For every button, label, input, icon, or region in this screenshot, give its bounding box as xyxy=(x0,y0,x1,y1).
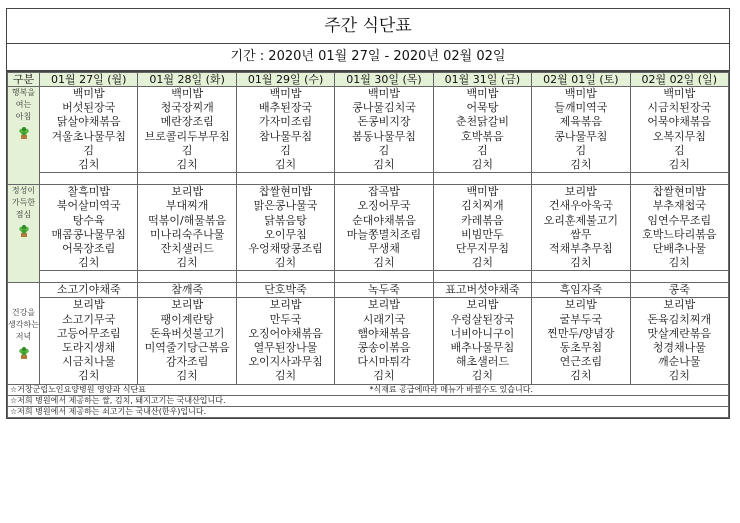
menu-item: 동초무침 xyxy=(559,341,603,355)
day-header: 02월 01일 (토) xyxy=(532,73,630,87)
menu-item: 춘천닭갈비 xyxy=(455,115,509,129)
meal-label-line: 생각하는 xyxy=(8,319,39,329)
menu-item: 탕수육 xyxy=(72,213,105,227)
menu-item: 김치 xyxy=(471,256,494,270)
meal-label-line: 아침 xyxy=(15,112,32,121)
menu-item: 김 xyxy=(673,143,685,157)
meal-label-line: 저녁 xyxy=(15,331,32,341)
menu-item: 백미밥 xyxy=(269,87,302,100)
meal-label-line: 행복을 xyxy=(11,88,36,97)
day-header: 01월 31일 (금) xyxy=(433,73,531,87)
menu-item: 가자미조림 xyxy=(258,115,313,129)
menu-item: 김치 xyxy=(373,157,395,171)
menu-cell xyxy=(335,185,433,271)
porridge-cell: 참깨죽 xyxy=(138,283,236,298)
menu-item: 배추된장국 xyxy=(258,101,313,115)
meal-row xyxy=(8,298,729,384)
menu-item: 김치 xyxy=(176,369,198,383)
menu-item: 맑은콩나물국 xyxy=(253,199,318,213)
menu-item: 오징어무국 xyxy=(357,199,411,213)
menu-cell xyxy=(138,87,236,173)
menu-cell xyxy=(138,185,236,271)
menu-item: 김치 xyxy=(570,256,592,270)
menu-cell xyxy=(532,87,630,173)
spacer-cell xyxy=(138,271,236,283)
menu-item: 임연수무조림 xyxy=(647,213,712,227)
menu-item: 닭살야채볶음 xyxy=(56,115,121,129)
menu-cell xyxy=(40,185,138,271)
meal-label xyxy=(8,87,40,185)
menu-item: 김치 xyxy=(570,369,592,383)
note-text: ☆저희 병원에서 제공하는 쇠고기는 국내산(한우)입니다. xyxy=(10,406,207,416)
menu-item: 콩나물무침 xyxy=(554,129,608,143)
note-cell xyxy=(8,406,729,417)
menu-item: 김치 xyxy=(78,157,100,171)
menu-cell xyxy=(630,185,728,271)
spacer-cell xyxy=(630,271,728,283)
note-row xyxy=(8,395,729,406)
menu-item: 브로콜리두부무침 xyxy=(144,129,230,143)
menu-cell xyxy=(40,87,138,173)
menu-item: 오징어야채볶음 xyxy=(248,326,323,340)
porridge-cell: 녹두죽 xyxy=(335,283,433,298)
menu-item: 김치 xyxy=(274,369,297,383)
menu-item: 굴부두국 xyxy=(559,312,603,326)
menu-item: 겨울초나물무침 xyxy=(51,129,126,143)
menu-item: 백미밥 xyxy=(466,87,499,100)
porridge-cell: 흑임자죽 xyxy=(532,283,630,298)
meal-label-line: 정성이 xyxy=(11,186,36,196)
menu-item: 매콤콩나물무침 xyxy=(51,227,126,241)
menu-item: 미나리숙주나물 xyxy=(149,227,225,241)
menu-item: 찹쌀현미밥 xyxy=(258,185,313,199)
menu-item: 단무지무침 xyxy=(455,241,509,255)
meal-label-line: 건강을 xyxy=(11,307,36,317)
menu-cell xyxy=(236,298,334,384)
menu-item: 시금치나물 xyxy=(62,355,116,369)
spacer-row xyxy=(8,271,729,283)
plant-icon xyxy=(17,126,31,140)
period-range: 기간 : 2020년 01월 27일 - 2020년 02월 02일 xyxy=(7,44,729,72)
menu-item: 배추나물무침 xyxy=(450,341,515,355)
menu-item: 김치 xyxy=(668,256,690,270)
menu-item: 김 xyxy=(181,143,193,157)
menu-item: 시금치된장국 xyxy=(647,101,712,115)
menu-item: 어묵탕 xyxy=(466,101,499,115)
menu-item: 잔치샐러드 xyxy=(160,241,214,255)
menu-item: 연근조림 xyxy=(559,355,603,369)
porridge-cell: 단호박죽 xyxy=(236,283,334,298)
menu-item: 김치 xyxy=(78,256,100,270)
menu-item: 햄야채볶음 xyxy=(357,326,411,340)
menu-item: 보리밥 xyxy=(564,185,597,199)
menu-cell xyxy=(630,87,728,173)
menu-item: 보리밥 xyxy=(72,298,105,312)
menu-cell xyxy=(433,185,531,271)
menu-cell xyxy=(630,298,728,384)
menu-item: 부대찌개 xyxy=(165,199,209,213)
spacer-cell xyxy=(433,271,531,283)
header-row xyxy=(8,73,729,87)
spacer-cell xyxy=(40,173,138,185)
note-row xyxy=(8,384,729,395)
menu-cell xyxy=(138,298,236,384)
meal-row xyxy=(8,185,729,271)
menu-item: 청경채나물 xyxy=(652,341,706,355)
menu-item: 닭볶음탕 xyxy=(264,213,307,227)
plant-icon xyxy=(17,224,31,238)
menu-item: 찐만두/양념장 xyxy=(547,326,615,340)
menu-item: 백미밥 xyxy=(663,87,696,100)
note-text: ☆저희 병원에서 제공하는 쌀, 김치, 돼지고기는 국내산입니다. xyxy=(10,395,226,405)
menu-item: 다시마튀각 xyxy=(357,355,411,369)
menu-item: 김 xyxy=(477,143,488,157)
spacer-cell xyxy=(335,271,433,283)
menu-item: 김치 xyxy=(274,256,297,270)
menu-item: 김치 xyxy=(176,157,198,171)
menu-item: 건새우아욱국 xyxy=(548,199,613,213)
menu-item: 보리밥 xyxy=(368,298,400,312)
menu-item: 감자조림 xyxy=(165,355,209,369)
day-header: 01월 30일 (목) xyxy=(335,73,433,87)
menu-item: 김치 xyxy=(373,369,395,383)
menu-cell xyxy=(335,87,433,173)
menu-item: 오이무침 xyxy=(264,227,307,241)
menu-cell xyxy=(433,298,531,384)
menu-item: 떡볶이/해물볶음 xyxy=(148,213,227,227)
menu-item: 콩나물김치국 xyxy=(352,101,416,115)
menu-cell xyxy=(532,185,630,271)
menu-item: 순대야채볶음 xyxy=(352,213,416,227)
menu-cell xyxy=(433,87,531,173)
page-title: 주간 식단표 xyxy=(7,9,729,44)
menu-item: 맛살계란볶음 xyxy=(647,326,712,340)
day-header: 01월 28일 (화) xyxy=(138,73,236,87)
note-text: ☆거창군립노인요양병원 영양과 식단표 xyxy=(10,384,146,394)
spacer-cell xyxy=(236,271,334,283)
meal-label xyxy=(8,185,40,283)
menu-cell xyxy=(335,298,433,384)
menu-item: 너비아니구이 xyxy=(450,326,515,340)
menu-item: 찹쌀현미밥 xyxy=(652,185,706,199)
note-row xyxy=(8,406,729,417)
spacer-cell xyxy=(40,271,138,283)
menu-item: 오리훈제불고기 xyxy=(543,213,619,227)
spacer-cell xyxy=(236,173,334,185)
menu-item: 김치 xyxy=(78,369,100,383)
menu-item: 돈육김치찌개 xyxy=(647,312,712,326)
menu-item: 어묵야채볶음 xyxy=(647,115,712,129)
note-text-right: *식재료 공급에따라 메뉴가 바뀔수도 있습니다. xyxy=(369,384,533,394)
porridge-row xyxy=(8,283,729,298)
menu-item: 김치 xyxy=(668,157,690,171)
menu-item: 소고기무국 xyxy=(62,312,116,326)
menu-item: 잡곡밥 xyxy=(368,185,400,199)
menu-item: 메란장조림 xyxy=(160,115,214,129)
spacer-cell xyxy=(532,271,630,283)
meal-label-line: 점심 xyxy=(15,210,32,220)
menu-item: 들깨미역국 xyxy=(554,101,608,115)
menu-item: 김치 xyxy=(570,157,592,171)
menu-item: 쌈무 xyxy=(570,227,592,241)
menu-item: 고등어무조림 xyxy=(56,326,121,340)
menu-item: 보리밥 xyxy=(171,298,204,312)
menu-item: 깨순나물 xyxy=(658,355,701,369)
menu-cell xyxy=(236,185,334,271)
menu-item: 백미밥 xyxy=(564,87,597,100)
menu-item: 참나물무침 xyxy=(258,129,313,143)
spacer-cell xyxy=(138,173,236,185)
menu-item: 호박볶음 xyxy=(461,129,504,143)
menu-item: 우렁살된장국 xyxy=(450,312,515,326)
menu-item: 돈콩비지장 xyxy=(357,115,411,129)
menu-item: 단배추나물 xyxy=(652,241,706,255)
menu-item: 김 xyxy=(280,143,291,157)
menu-item: 미역줄기당근볶음 xyxy=(144,341,230,355)
menu-item: 우엉채땅콩조림 xyxy=(248,241,323,255)
menu-item: 시래기국 xyxy=(362,312,406,326)
menu-item: 콩송이볶음 xyxy=(357,341,411,355)
menu-item: 열무된장나물 xyxy=(253,341,318,355)
menu-item: 호박느타리볶음 xyxy=(642,227,717,241)
menu-item: 부추재첩국 xyxy=(652,199,706,213)
spacer-row xyxy=(8,173,729,185)
menu-item: 보리밥 xyxy=(171,185,204,199)
menu-item: 북어살미역국 xyxy=(56,199,121,213)
menu-item: 돈육버섯불고기 xyxy=(149,326,225,340)
menu-item: 백미밥 xyxy=(368,87,400,100)
porridge-cell: 콩죽 xyxy=(630,283,728,298)
menu-item: 비빔만두 xyxy=(461,227,504,241)
menu-item: 김 xyxy=(575,143,587,157)
spacer-cell xyxy=(532,173,630,185)
menu-item: 무생채 xyxy=(368,241,400,255)
menu-item: 보리밥 xyxy=(466,298,499,312)
menu-item: 김치 xyxy=(471,157,494,171)
header-label: 구분 xyxy=(8,73,40,87)
note-cell xyxy=(8,395,729,406)
menu-cell xyxy=(532,298,630,384)
porridge-cell: 표고버섯야채죽 xyxy=(433,283,531,298)
meal-row xyxy=(8,87,729,173)
menu-item: 백미밥 xyxy=(72,87,105,100)
menu-item: 백미밥 xyxy=(466,185,499,199)
menu-item: 팽이계란탕 xyxy=(160,312,214,326)
menu-sheet xyxy=(6,8,730,419)
meal-label-line: 여는 xyxy=(15,100,32,109)
menu-cell xyxy=(236,87,334,173)
menu-item: 보리밥 xyxy=(663,298,696,312)
menu-item: 카레볶음 xyxy=(461,213,504,227)
meal-label-line: 가득한 xyxy=(11,198,36,208)
menu-item: 김 xyxy=(83,143,95,157)
menu-item: 어묵장조림 xyxy=(62,241,116,255)
menu-item: 백미밥 xyxy=(171,87,204,100)
day-header: 02월 02일 (일) xyxy=(630,73,728,87)
spacer-cell xyxy=(630,173,728,185)
menu-item: 오복지무침 xyxy=(652,129,706,143)
menu-item: 도라지생채 xyxy=(62,341,116,355)
menu-table xyxy=(7,72,729,418)
menu-item: 김치 xyxy=(274,157,297,171)
menu-item: 김치찌개 xyxy=(461,199,504,213)
menu-item: 버섯된장국 xyxy=(62,101,116,115)
note-cell xyxy=(8,384,729,395)
menu-item: 김 xyxy=(378,143,390,157)
menu-item: 김치 xyxy=(471,369,494,383)
menu-item: 해초샐러드 xyxy=(455,355,509,369)
menu-item: 찰흑미밥 xyxy=(67,185,110,199)
menu-item: 오이지사과무침 xyxy=(248,355,323,369)
menu-item: 만두국 xyxy=(269,312,302,326)
meal-label xyxy=(8,283,40,384)
menu-item: 김치 xyxy=(668,369,690,383)
menu-item: 김치 xyxy=(373,256,395,270)
menu-item: 김치 xyxy=(176,256,198,270)
spacer-cell xyxy=(433,173,531,185)
menu-item: 청국장찌개 xyxy=(160,101,214,115)
menu-item: 보리밥 xyxy=(564,298,597,312)
menu-item: 적채부추무침 xyxy=(548,241,613,255)
menu-cell xyxy=(40,298,138,384)
menu-item: 봄동나물무침 xyxy=(352,129,416,143)
menu-item: 제육볶음 xyxy=(559,115,603,129)
plant-icon xyxy=(17,346,31,360)
day-header: 01월 29일 (수) xyxy=(236,73,334,87)
menu-item: 보리밥 xyxy=(269,298,302,312)
day-header: 01월 27일 (월) xyxy=(40,73,138,87)
spacer-cell xyxy=(335,173,433,185)
menu-item: 마늘쫑멸치조림 xyxy=(346,227,422,241)
porridge-cell: 소고기야채죽 xyxy=(40,283,138,298)
